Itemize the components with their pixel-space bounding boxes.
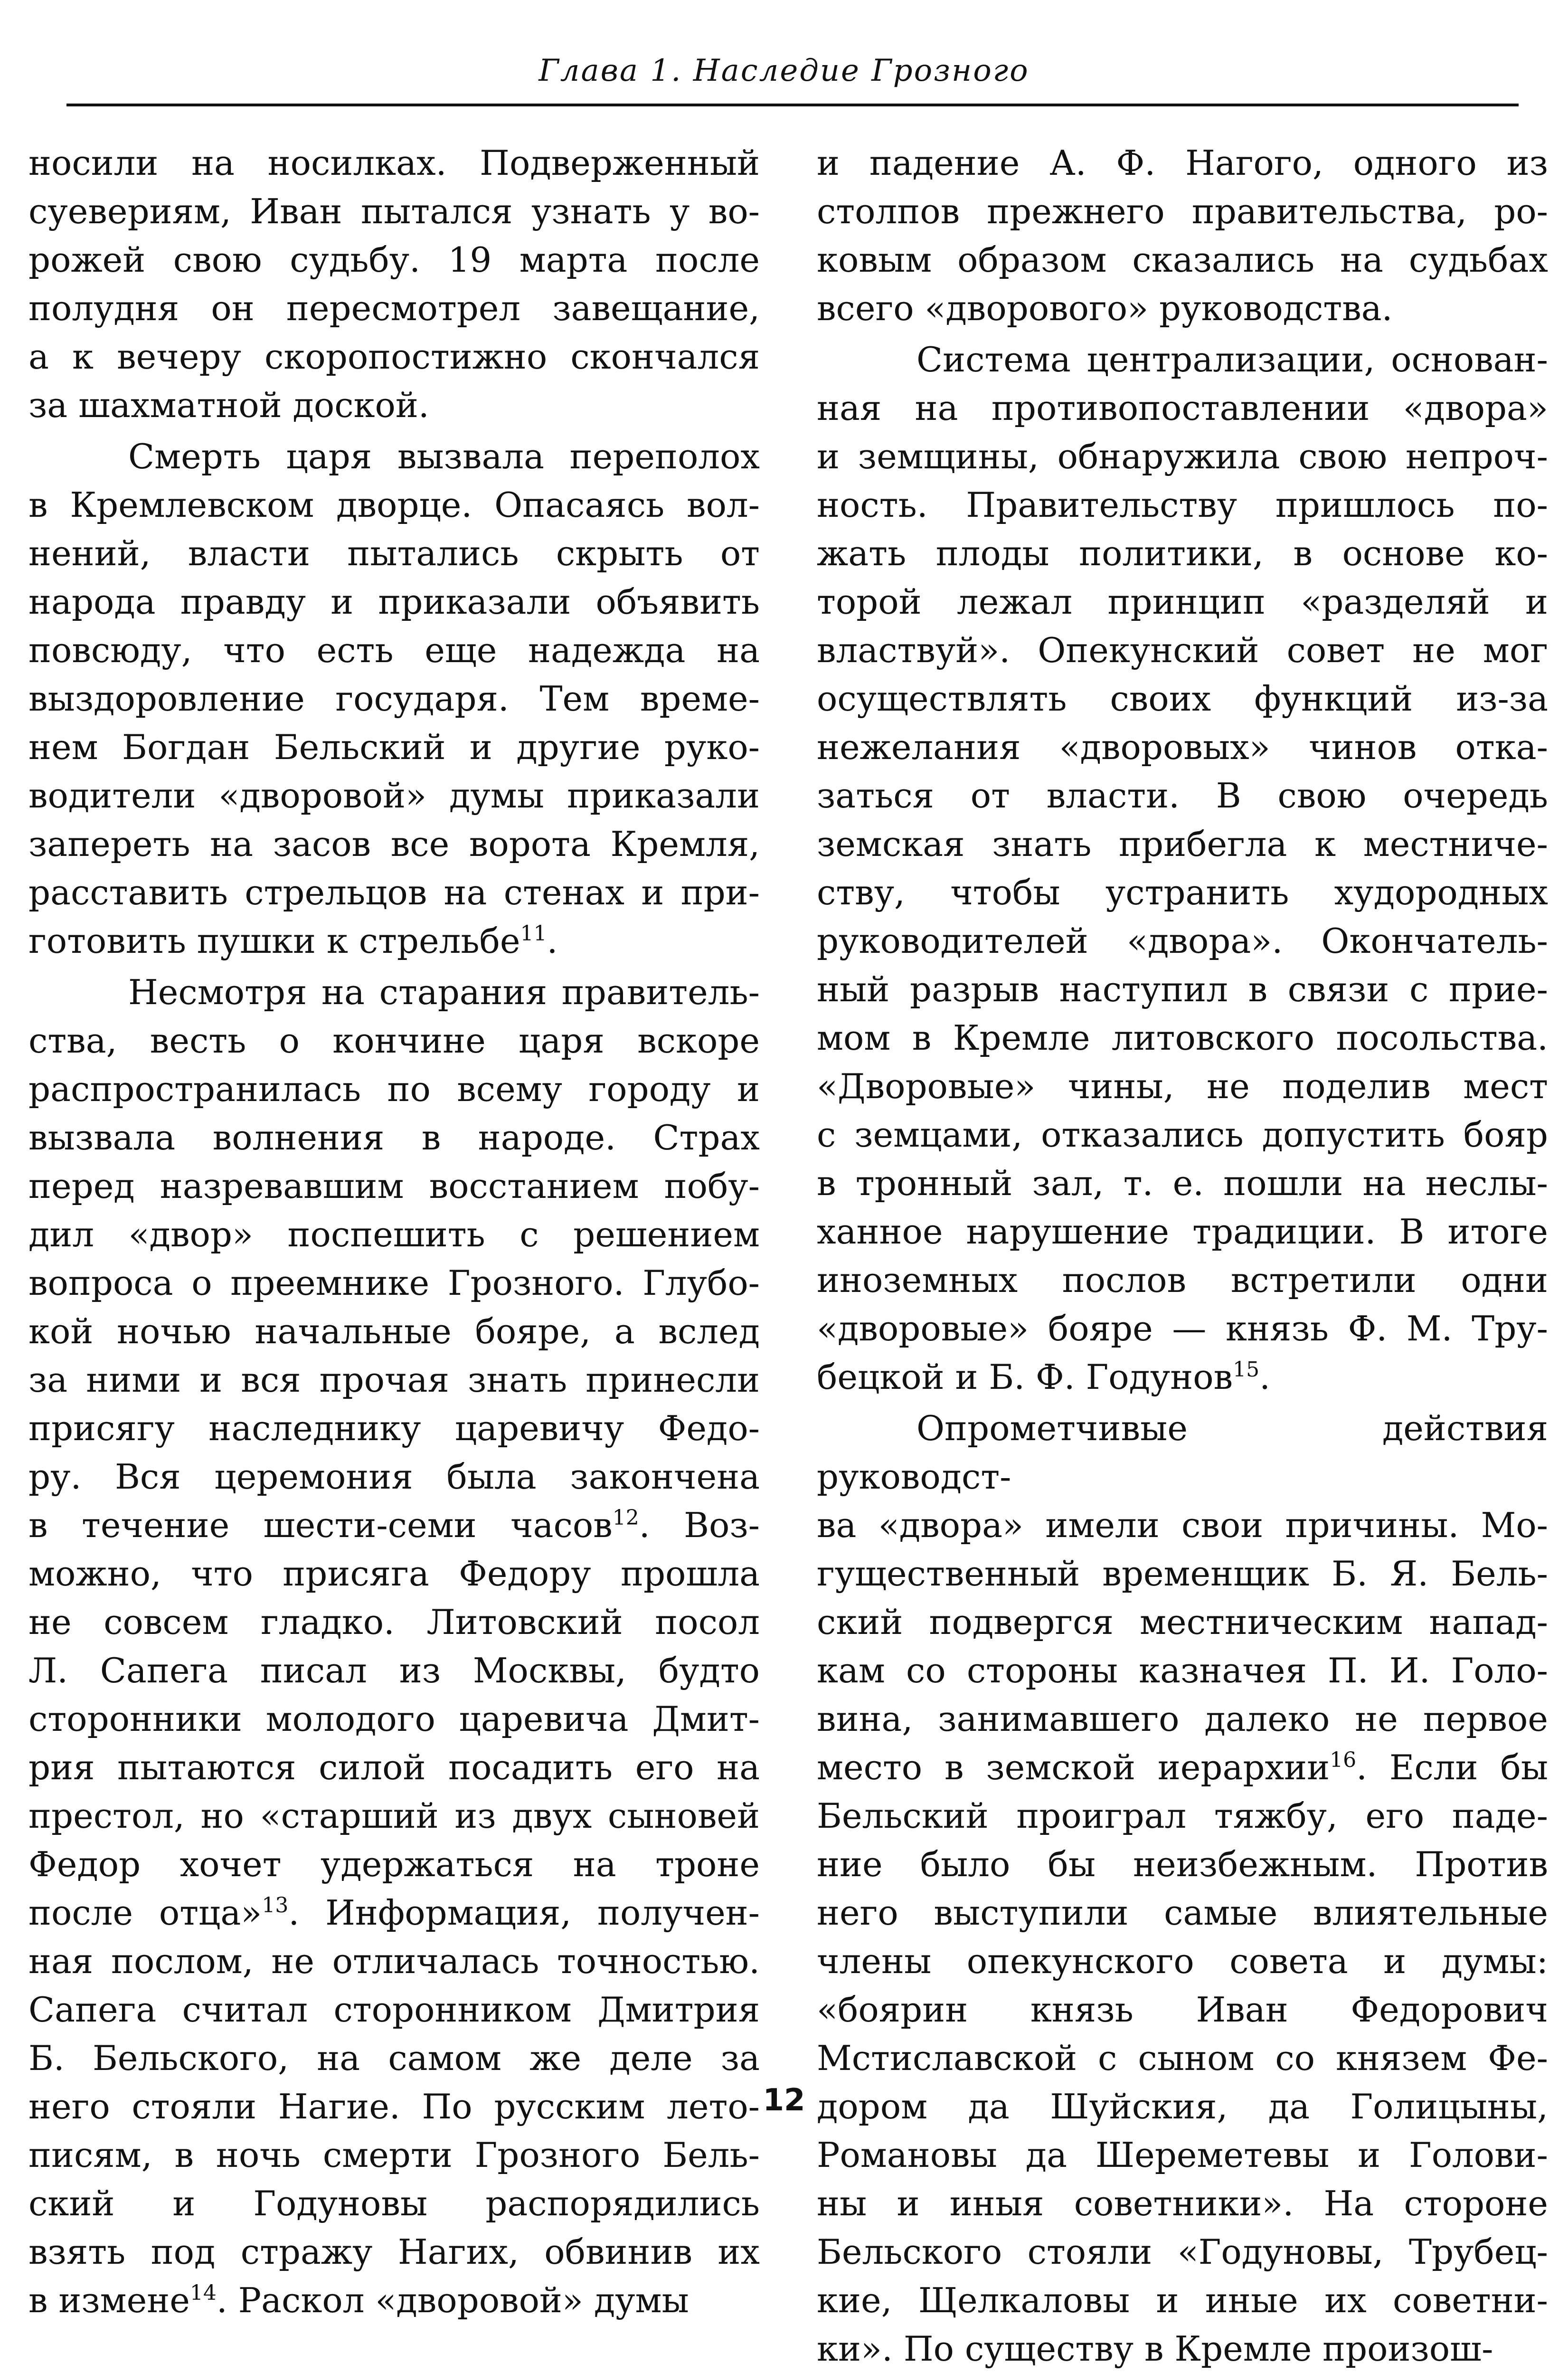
text-line: нежелания «дворовых» чинов отка-	[817, 727, 1548, 767]
text-line: не совсем гладко. Литовский посол	[28, 1602, 760, 1642]
text-line: народа правду и приказали объявить	[28, 582, 760, 622]
footnote-ref: 14	[189, 2281, 217, 2305]
text-line: рия пытаются силой посадить его на	[28, 1747, 760, 1787]
running-header: Глава 1. Наследие Грозного	[538, 53, 1030, 88]
text-line: в тронный зал, т. е. пошли на неслы-	[817, 1163, 1548, 1203]
text-line: ная на противопоставлении «двора»	[817, 388, 1548, 428]
text-line: «Дворовые» чины, не поделив мест	[817, 1066, 1548, 1106]
text-line: иноземных послов встретили одни	[817, 1260, 1548, 1300]
text-line: запереть на засов все ворота Кремля,	[28, 824, 760, 864]
text-line: Сапега считал сторонником Дмитрия	[28, 1990, 760, 2030]
text-line: всего «дворового» руководства.	[817, 288, 1393, 328]
text-line: престол, но «старший из двух сыновей	[28, 1796, 760, 1836]
text-line: Бельского стояли «Годуновы, Трубец-	[817, 2232, 1548, 2272]
text-line: торой лежал принцип «разделяй и	[817, 582, 1548, 622]
text-line: и падение А. Ф. Нагого, одного из	[817, 143, 1548, 183]
text-line: заться от власти. В свою очередь	[817, 776, 1548, 816]
text-line: рожей свою судьбу. 19 марта после	[28, 240, 760, 280]
text-line: него выступили самые влиятельные	[817, 1893, 1548, 1933]
text-line: жать плоды политики, в основе ко-	[817, 533, 1548, 573]
text-line: в течение шести-семи часов$^{12}$. Воз-	[28, 1505, 760, 1545]
text-line: после отца»$^{13}$. Информация, получен-	[28, 1893, 760, 1933]
text-line: а к вечеру скоропостижно скончался	[28, 337, 760, 377]
text-line: кой ночью начальные бояре, а вслед	[28, 1311, 760, 1351]
text-line: сторонники молодого царевича Дмит-	[28, 1699, 760, 1739]
text-line: нем Богдан Бельский и другие руко-	[28, 727, 760, 767]
text-line: Несмотря на старания правитель-	[128, 972, 760, 1012]
text-line: ру. Вся церемония была закончена	[28, 1457, 760, 1497]
text-line: дором да Шуйския, да Голицыны,	[817, 2087, 1548, 2126]
text-line: «боярин князь Иван Федорович	[817, 1990, 1548, 2030]
text-line: гущественный временщик Б. Я. Бель-	[817, 1554, 1548, 1594]
text-line: ский и Годуновы распорядились	[28, 2183, 760, 2223]
text-line: члены опекунского совета и думы:	[817, 1941, 1548, 1981]
text-line: столпов прежнего правительства, ро-	[817, 191, 1548, 231]
text-line: суевериям, Иван пытался узнать у во-	[28, 191, 760, 231]
text-line: распространилась по всему городу и	[28, 1069, 760, 1109]
text-line: ны и иныя советники». На стороне	[817, 2183, 1548, 2223]
text-line: кам со стороны казначея П. И. Голо-	[817, 1651, 1548, 1690]
text-line: Смерть царя вызвала переполох	[128, 437, 760, 476]
text-line: с земцами, отказались допустить бояр	[817, 1115, 1548, 1155]
footnote-ref: 13	[262, 1893, 289, 1917]
page-number: 12	[763, 2083, 805, 2118]
text-line: Л. Сапега писал из Москвы, будто	[28, 1651, 760, 1690]
left-column	[28, 139, 760, 2325]
text-line: руководителей «двора». Окончатель-	[817, 921, 1548, 961]
text-line: в измене$^{14}$. Раскол «дворовой» думы	[28, 2280, 689, 2320]
text-line: мом в Кремле литовского посольства.	[817, 1018, 1548, 1058]
text-line: ние было бы неизбежным. Против	[817, 1844, 1548, 1884]
text-line: ный разрыв наступил в связи с прие-	[817, 969, 1548, 1009]
text-line: Федор хочет удержаться на троне	[28, 1844, 760, 1884]
text-line: кие, Щелкаловы и иные их советни-	[817, 2280, 1548, 2320]
text-line: повсюду, что есть еще надежда на	[28, 630, 760, 670]
text-line: властвуй». Опекунский совет не мог	[817, 630, 1548, 670]
text-line: нений, власти пытались скрыть от	[28, 533, 760, 573]
text-line: за ними и вся прочая знать принесли	[28, 1360, 760, 1400]
text-line: осуществлять своих функций из-за	[817, 679, 1548, 719]
text-line: Романовы да Шереметевы и Голови-	[817, 2135, 1548, 2175]
text-line: ханное нарушение традиции. В итоге	[817, 1212, 1548, 1252]
text-line: ковым образом сказались на судьбах	[817, 240, 1548, 280]
text-line: выздоровление государя. Тем време-	[28, 679, 760, 719]
text-line: него стояли Нагие. По русским лето-	[28, 2087, 760, 2126]
text-line: Бельский проиграл тяжбу, его паде-	[817, 1796, 1548, 1836]
header-rule	[66, 104, 1519, 106]
text-line: за шахматной доской.	[28, 385, 429, 425]
text-line: писям, в ночь смерти Грозного Бель-	[28, 2135, 760, 2175]
right-column	[817, 139, 1548, 2373]
text-line: полудня он пересмотрел завещание,	[28, 288, 760, 328]
footnote-ref: 16	[1330, 1748, 1357, 1772]
text-line: Б. Бельского, на самом же деле за	[28, 2038, 760, 2078]
text-line: вызвала волнения в народе. Страх	[28, 1118, 760, 1158]
text-line: «дворовые» бояре — князь Ф. М. Тру-	[817, 1309, 1548, 1348]
text-line: Опрометчивые действия руководст-	[817, 1408, 1548, 1497]
text-line: вина, занимавшего далеко не первое	[817, 1699, 1548, 1739]
text-line: место в земской иерархии$^{16}$. Если бы	[817, 1747, 1549, 1787]
text-line: ки». По существу в Кремле произош-	[817, 2329, 1493, 2369]
text-line: носили на носилках. Подверженный	[28, 143, 760, 183]
text-line: присягу наследнику царевичу Федо-	[28, 1408, 760, 1448]
text-line: в Кремлевском дворце. Опасаясь вол-	[28, 485, 760, 525]
text-line: перед назревавшим восстанием побу-	[28, 1166, 760, 1206]
text-line: земская знать прибегла к местниче-	[817, 824, 1548, 864]
text-line: ский подвергся местническим напад-	[817, 1602, 1548, 1642]
text-line: ству, чтобы устранить худородных	[817, 873, 1548, 912]
text-line: можно, что присяга Федору прошла	[28, 1554, 760, 1594]
text-line: ва «двора» имели свои причины. Мо-	[817, 1505, 1548, 1545]
text-line: бецкой и Б. Ф. Годунов$^{15}$.	[817, 1357, 1271, 1397]
text-line: и земщины, обнаружила свою непроч-	[817, 437, 1548, 476]
text-line: ная послом, не отличалась точностью.	[28, 1941, 760, 1981]
text-line: готовить пушки к стрельбе$^{11}$.	[28, 921, 558, 961]
text-line: ства, весть о кончине царя вскоре	[28, 1021, 760, 1061]
footnote-ref: 15	[1233, 1357, 1260, 1382]
text-line: водители «дворовой» думы приказали	[28, 776, 760, 816]
text-line: ность. Правительству пришлось по-	[817, 485, 1548, 525]
text-line: расставить стрельцов на стенах и при-	[28, 873, 760, 912]
text-line: взять под стражу Нагих, обвинив их	[28, 2232, 760, 2272]
text-line: Мстиславской с сыном со князем Фе-	[817, 2038, 1548, 2078]
text-line: дил «двор» поспешить с решением	[28, 1215, 760, 1254]
footnote-ref: 11	[520, 921, 547, 946]
text-line: Система централизации, основан-	[916, 340, 1548, 380]
footnote-ref: 12	[612, 1506, 639, 1530]
text-line: вопроса о преемнике Грозного. Глубо-	[28, 1263, 760, 1303]
